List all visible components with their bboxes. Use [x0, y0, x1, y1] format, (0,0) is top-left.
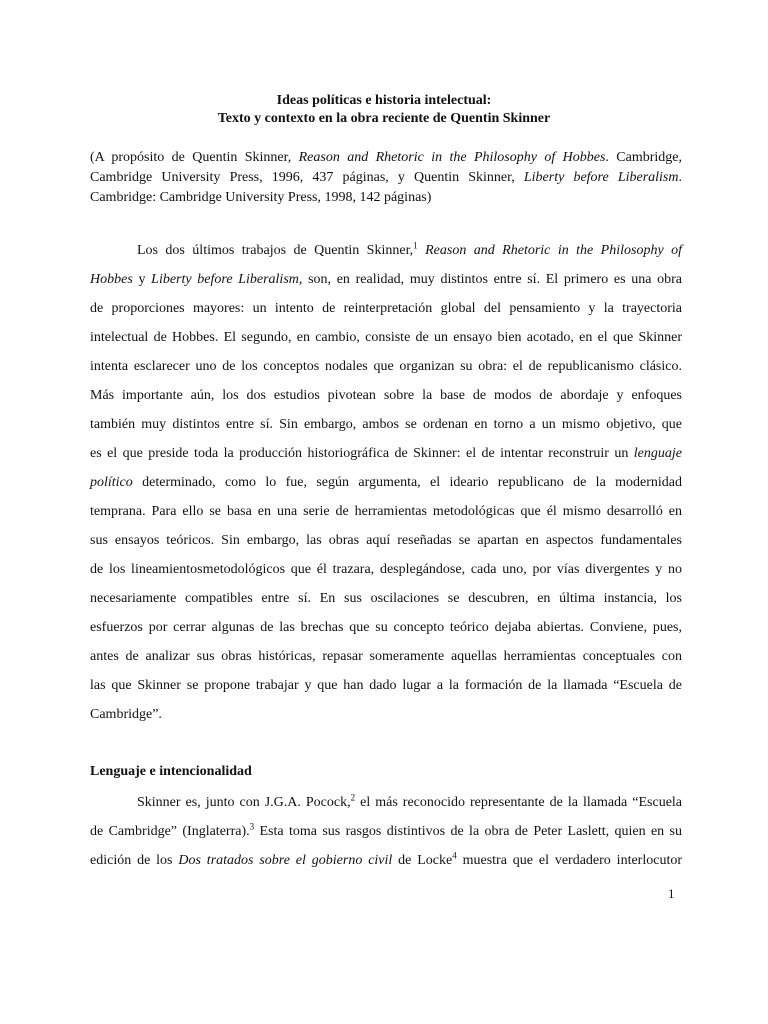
- paragraph-2: [90, 788, 682, 875]
- book-title: Dos tratados sobre el gobierno civil: [178, 853, 393, 868]
- paragraph-line: de los lineamientosmetodológicos que él trazara, desplegándose, cada uno, por vías divergentes y no: [90, 562, 682, 577]
- text: edición de los: [90, 853, 179, 868]
- text: Los dos últimos trabajos de Quentin Skinner,: [137, 243, 414, 258]
- paragraph-line: de proporciones mayores: un intento de reinterpretación global del pensamiento y la trayectoria: [90, 301, 682, 316]
- text: de Locke: [392, 853, 453, 868]
- footnote-marker[interactable]: 2: [350, 792, 356, 803]
- paragraph-line: también muy distintos entre sí. Sin embargo, ambos se ordenan en torno a un mismo objetivo, que: [90, 417, 682, 432]
- paragraph-1: [90, 236, 682, 729]
- paragraph-line: necesariamente compatibles entre sí. En sus oscilaciones se descubren, en última instancia, los: [90, 591, 682, 606]
- reference-text: Cambridge University Press, 1996, 437 páginas, y Quentin Skinner,: [90, 170, 524, 185]
- title-line-1: Ideas políticas e historia intelectual:: [276, 93, 492, 108]
- paragraph-line: [90, 788, 682, 817]
- paragraph-line: [90, 846, 682, 875]
- book-title: Reason and Rhetoric in the Philosophy of Hobbes: [298, 150, 606, 165]
- footnote-marker[interactable]: 1: [413, 240, 418, 251]
- book-title: Liberty before Liberalism: [151, 272, 299, 287]
- paragraph-line: intenta esclarecer uno de los conceptos nodales que organizan su obra: el de republicanismo clásico.: [90, 359, 682, 374]
- section-heading: Lenguaje e intencionalidad: [90, 764, 252, 779]
- text: el más reconocido representante de la llamada “Escuela: [355, 795, 683, 810]
- text: Esta toma sus rasgos distintivos de la obra de Peter Laslett, quien en su: [254, 824, 682, 839]
- text: Skinner es, junto con J.G.A. Pocock,: [137, 795, 351, 810]
- reference-note: [90, 148, 682, 208]
- text: determinado, como lo fue, según argumenta, el ideario republicano de la modernidad: [132, 475, 682, 490]
- reference-text: . Cambridge,: [605, 150, 682, 165]
- text: es el que preside toda la producción historiográfica de Skinner: el de intentar reconstruir un: [90, 446, 634, 461]
- paragraph-line: [90, 468, 682, 497]
- paragraph-line: Cambridge”.: [90, 707, 162, 722]
- paragraph-line: intelectual de Hobbes. El segundo, en cambio, consiste de un ensayo bien acotado, en el que Skinner: [90, 330, 682, 345]
- text: muestra que el verdadero interlocutor: [456, 853, 682, 868]
- title-line-2: Texto y contexto en la obra reciente de Quentin Skinner: [217, 111, 551, 126]
- paragraph-line: [90, 236, 682, 265]
- paragraph-line: [90, 265, 682, 294]
- book-title: Hobbes: [90, 272, 133, 287]
- emphasis: político: [90, 475, 133, 490]
- paragraph-line: las que Skinner se propone trabajar y que han dado lugar a la formación de la llamada “Escuela de: [90, 678, 682, 693]
- book-title: Liberty before Liberalism: [523, 170, 679, 185]
- paragraph-line: Más importante aún, los dos estudios pivotean sobre la base de modos de abordaje y enfoques: [90, 388, 682, 403]
- book-title: Reason and Rhetoric in the Philosophy of: [417, 243, 682, 258]
- reference-text: Cambridge: Cambridge University Press, 1998, 142 páginas): [90, 190, 432, 205]
- text: y: [132, 272, 152, 287]
- text: de Cambridge” (Inglaterra).: [90, 824, 250, 839]
- emphasis: lenguaje: [633, 446, 682, 461]
- page-number: 1: [668, 886, 675, 901]
- paragraph-line: [90, 817, 682, 846]
- paragraph-line: [90, 439, 682, 468]
- text: , son, en realidad, muy distintos entre sí. El primero es una obra: [298, 272, 682, 287]
- paragraph-line: sus ensayos teóricos. Sin embargo, las obras aquí reseñadas se apartan en aspectos fundamentales: [90, 533, 682, 548]
- paragraph-line: temprana. Para ello se basa en una serie de herramientas metodológicas que él mismo desarrolló en: [90, 504, 682, 519]
- reference-text: (A propósito de Quentin Skinner,: [90, 150, 299, 165]
- footnote-marker[interactable]: 4: [452, 850, 457, 861]
- paragraph-line: antes de analizar sus obras históricas, repasar someramente aquellas herramientas conceptuales con: [90, 649, 682, 664]
- footnote-marker[interactable]: 3: [249, 821, 255, 832]
- reference-text: .: [678, 170, 682, 185]
- paragraph-line: esfuerzos por cerrar algunas de las brechas que su concepto teórico dejaba abiertas. Conviene, pues,: [90, 620, 682, 635]
